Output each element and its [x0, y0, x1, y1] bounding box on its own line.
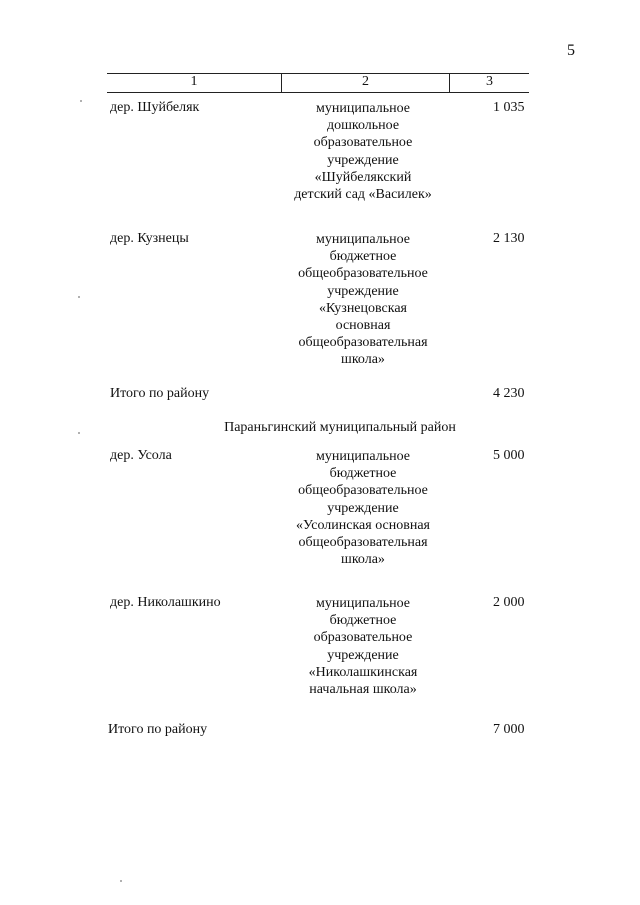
scan-speck	[78, 432, 80, 434]
settlement-name: дер. Николашкино	[110, 595, 221, 610]
amount: 2 000	[493, 595, 525, 610]
header-bottom-rule	[107, 92, 529, 93]
scan-speck	[78, 296, 80, 298]
institution-name: муниципальное бюджетное образовательное учреждение «Николашкинская начальная школа»	[308, 596, 418, 698]
header-col-2: 2	[362, 74, 369, 89]
header-col-1: 1	[190, 74, 198, 89]
total-label: Итого по району	[110, 386, 210, 401]
scan-speck	[120, 880, 122, 882]
total-amount: 7 000	[493, 722, 525, 737]
institution-name: муниципальное дошкольное образовательное учреждение «Шуйбелякский детский сад «Василек»	[294, 101, 432, 203]
institution-name: муниципальное бюджетное общеобразовательное учреждение «Кузнецовская основная общеобразовательная школа»	[298, 232, 428, 368]
scan-speck	[80, 100, 82, 102]
amount: 5 000	[493, 448, 525, 463]
settlement-name: дер. Усола	[110, 448, 172, 463]
total-label: Итого по району	[108, 722, 208, 737]
settlement-name: дер. Кузнецы	[110, 231, 189, 246]
amount: 2 130	[493, 231, 525, 246]
amount: 1 035	[493, 100, 525, 115]
page-number: 5	[567, 42, 575, 59]
institution-name: муниципальное бюджетное общеобразовательное учреждение «Усолинская основная общеобразовательная школа»	[296, 449, 430, 568]
total-amount: 4 230	[493, 386, 525, 401]
header-col-3: 3	[486, 74, 493, 89]
district-title: Параньгинский муниципальный район	[224, 420, 456, 435]
settlement-name: дер. Шуйбеляк	[110, 100, 200, 115]
